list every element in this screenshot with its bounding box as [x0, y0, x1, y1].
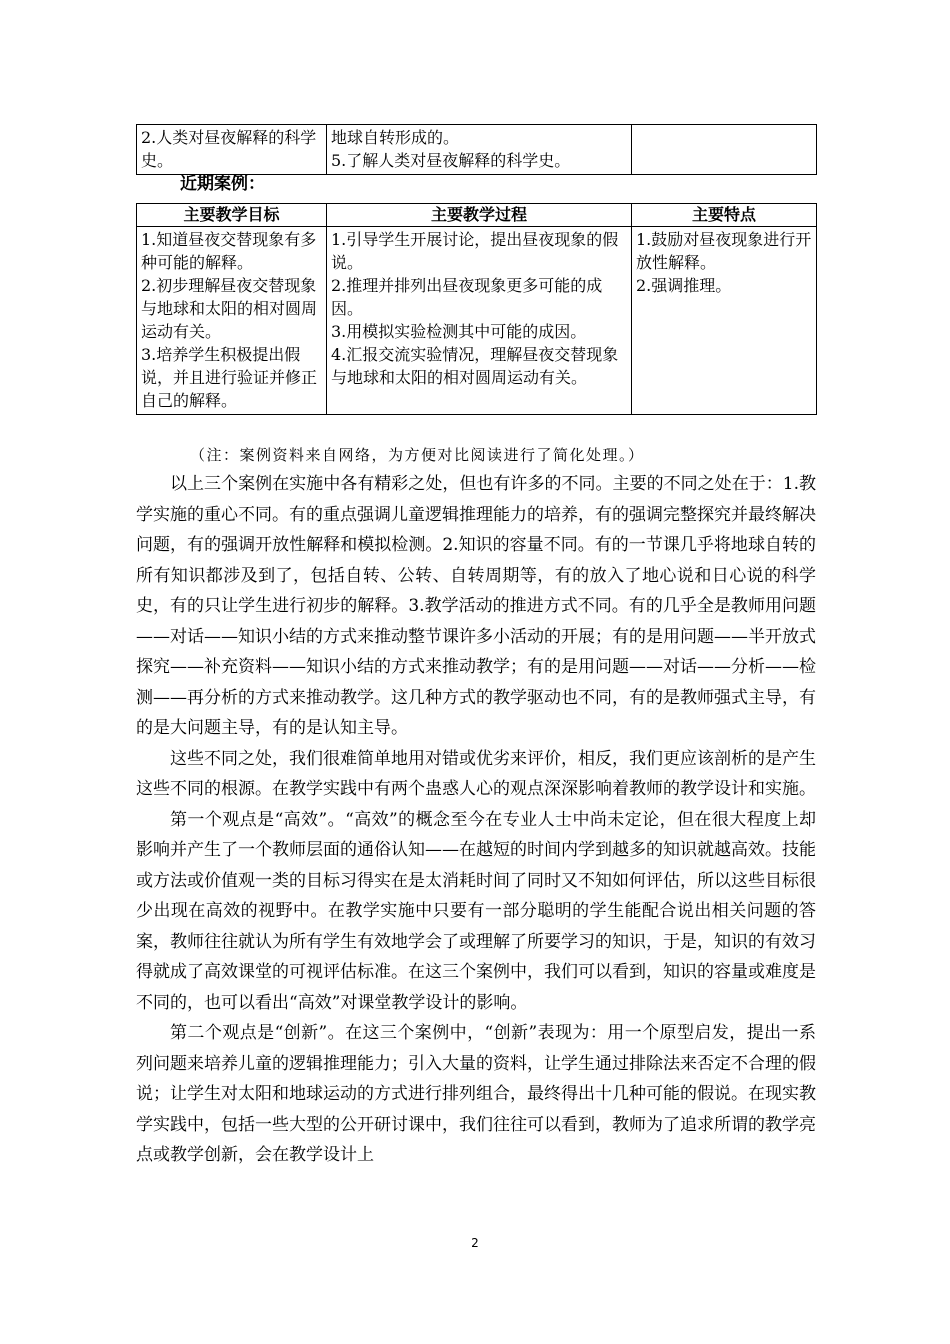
goal-item: 3.培养学生积极提出假说，并且进行验证并修正自己的解释。 — [141, 345, 318, 410]
features-cell — [632, 125, 817, 175]
process-item: 1.引导学生开展讨论，提出昼夜现象的假说。 — [331, 230, 619, 272]
goal-item: 2.初步理解昼夜交替现象与地球和太阳的相对圆周运动有关。 — [141, 276, 318, 341]
features-cell — [632, 227, 817, 415]
body-text — [136, 469, 816, 1171]
header-process: 主要教学过程 — [327, 204, 632, 227]
paragraph: 这些不同之处，我们很难简单地用对错或优劣来评价，相反，我们更应该剖析的是产生这些不同的根源。在教学实践中有两个蛊惑人心的观点深深影响着教师的教学设计和实施。 — [136, 748, 816, 799]
header-goals: 主要教学目标 — [137, 204, 327, 227]
paragraph: 第一个观点是“高效”。“高效”的概念至今在专业人士中尚未定论，但在很大程度上却影响并产生了一个教师层面的通俗认知——在越短的时间内学到越多的知识就越高效。技能或方法或价值观一类的目标习得实在是太消耗时间了同时又不知如何评估，所以这些目标很少出现在高效的视野中。在教学实施中只要有一部分聪明的学生能配合说出相关问题的答案，教师往往就认为所有学生有效地学会了或理解了所要学习的知识，于是，知识的有效习得就成了高效课堂的可视评估标准。在这三个案例中，我们可以看到，知识的容量或难度是不同的，也可以看出“高效”对课堂教学设计的影响。 — [136, 809, 816, 1013]
table-note: （注：案例资料来自网络，为方便对比阅读进行了简化处理。） — [190, 446, 645, 464]
paragraph: 第二个观点是“创新”。在这三个案例中，“创新”表现为：用一个原型启发，提出一系列问题来培养儿童的逻辑推理能力；引入大量的资料，让学生通过排除法来否定不合理的假说；让学生对太阳和地球运动的方式进行排列组合，最终得出十几种可能的假说。在现实教学实践中，包括一些大型的公开研讨课中，我们往往可以看到，教师为了追求所谓的教学亮点或教学创新，会在教学设计上 — [136, 1023, 816, 1165]
goals-cell — [137, 227, 327, 415]
feature-item: 1.鼓励对昼夜现象进行开放性解释。 — [636, 230, 812, 272]
previous-case-table-continued — [136, 124, 817, 175]
paragraph: 以上三个案例在实施中各有精彩之处，但也有许多的不同。主要的不同之处在于：1.教学实施的重心不同。有的重点强调儿童逻辑推理能力的培养，有的强调完整探究并最终解决问题，有的强调开放性解释和模拟检测。2.知识的容量不同。有的一节课几乎将地球自转的所有知识都涉及到了，包括自转、公转、自转周期等，有的放入了地心说和日心说的科学史，有的只让学生进行初步的解释。3.教学活动的推进方式不同。有的几乎全是教师用问题——对话——知识小结的方式来推动整节课许多小活动的开展；有的是用问题——半开放式探究——补充资料——知识小结的方式来推动教学；有的是用问题——对话——分析——检测——再分析的方式来推动教学。这几种方式的教学驱动也不同，有的是教师强式主导，有的是大问题主导，有的是认知主导。 — [136, 474, 816, 738]
recent-case-heading: 近期案例： — [180, 174, 265, 194]
process-item: 2.推理并排列出昼夜现象更多可能的成因。 — [331, 276, 603, 318]
header-features: 主要特点 — [632, 204, 817, 227]
process-item: 3.用模拟实验检测其中可能的成因。 — [331, 322, 587, 341]
process-item: 地球自转形成的。 — [331, 128, 460, 147]
process-cell — [327, 125, 632, 175]
process-cell — [327, 227, 632, 415]
process-item: 4.汇报交流实验情况，理解昼夜交替现象与地球和太阳的相对圆周运动有关。 — [331, 345, 619, 387]
goal-item: 2.人类对昼夜解释的科学史。 — [141, 128, 317, 170]
goals-cell — [137, 125, 327, 175]
process-item: 5.了解人类对昼夜解释的科学史。 — [331, 151, 571, 170]
feature-item: 2.强调推理。 — [636, 276, 732, 295]
table-row — [137, 125, 817, 175]
page-number: 2 — [471, 1236, 479, 1250]
table-header-row — [137, 204, 817, 227]
recent-case-table — [136, 203, 817, 415]
goal-item: 1.知道昼夜交替现象有多种可能的解释。 — [141, 230, 317, 272]
table-row — [137, 227, 817, 415]
